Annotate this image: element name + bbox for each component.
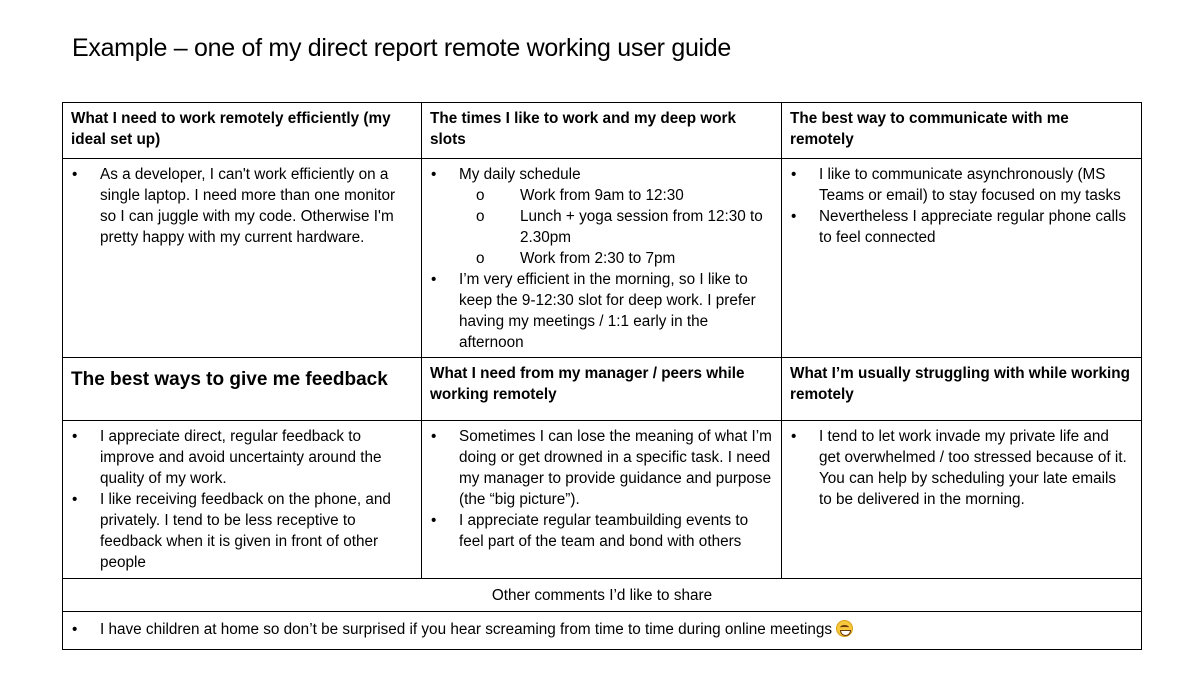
sub-bullet-icon: o (476, 250, 485, 267)
list-item: • I appreciate direct, regular feedback to improve and avoid uncertainty around the quality of my work. (72, 428, 382, 487)
bullet-icon: • (791, 428, 797, 445)
header-needs: What I need from my manager / peers while working remotely (422, 358, 782, 421)
bullet-icon: • (431, 428, 437, 445)
list-item: • Sometimes I can lose the meaning of what I’m doing or get drowned in a specific task. I need my manager to provide guidance and purpose (the “big picture”). (431, 428, 772, 508)
table-row (63, 612, 1142, 650)
list-item: • I’m very efficient in the morning, so I like to keep the 9-12:30 slot for deep work. I prefer having my meetings / 1:1 early in the afternoon (431, 271, 756, 351)
cell-other-comments (63, 612, 1142, 650)
sub-list-item: o Lunch + yoga session from 12:30 to 2.30pm (476, 208, 763, 246)
sub-bullet-icon: o (476, 187, 485, 204)
header-struggles: What I’m usually struggling with while working remotely (782, 358, 1142, 421)
list-item: • I appreciate regular teambuilding events to feel part of the team and bond with others (431, 512, 749, 550)
bullet-icon: • (431, 271, 437, 288)
user-guide-table (62, 102, 1142, 650)
cell-struggles (782, 421, 1142, 579)
table-row (63, 421, 1142, 579)
list-item: • I like to communicate asynchronously (MS Teams or email) to stay focused on my tasks (791, 166, 1121, 204)
list-item: • My daily schedule (431, 166, 581, 183)
table-row (63, 358, 1142, 421)
header-times: The times I like to work and my deep work slots (422, 103, 782, 159)
bullet-icon: • (431, 166, 437, 183)
sub-bullet-icon: o (476, 208, 485, 225)
table-row (63, 103, 1142, 159)
header-setup: What I need to work remotely efficiently (my ideal set up) (63, 103, 422, 159)
list-item: • I like receiving feedback on the phone, and privately. I tend to be less receptive to feedback when it is given in front of other people (72, 491, 391, 571)
bullet-icon: • (431, 512, 437, 529)
cell-setup (63, 159, 422, 358)
cell-needs (422, 421, 782, 579)
bullet-icon: • (72, 621, 78, 638)
sub-list-item: o Work from 2:30 to 7pm (476, 250, 676, 267)
slide-title: Example – one of my direct report remote working user guide (72, 34, 732, 62)
sub-list-item: o Work from 9am to 12:30 (476, 187, 684, 204)
list-item: • Nevertheless I appreciate regular phone calls to feel connected (791, 208, 1126, 246)
header-communicate: The best way to communicate with me remotely (782, 103, 1142, 159)
bullet-icon: • (72, 166, 78, 183)
bullet-icon: • (791, 166, 797, 183)
list-item: • As a developer, I can't work efficiently on a single laptop. I need more than one monitor so I can juggle with my code. Otherwise I'm pretty happy with my current hardware. (72, 166, 396, 246)
header-other-comments: Other comments I’d like to share (63, 579, 1142, 612)
bullet-icon: • (72, 428, 78, 445)
cell-times (422, 159, 782, 358)
grinning-face-icon (836, 620, 853, 637)
cell-feedback (63, 421, 422, 579)
bullet-icon: • (791, 208, 797, 225)
list-item: • I tend to let work invade my private life and get overwhelmed / too stressed because of it. You can help by scheduling your late emails to be delivered in the morning. (791, 428, 1127, 508)
list-item: • I have children at home so don’t be surprised if you hear screaming from time to time during online meetings (71, 619, 1133, 640)
table-row (63, 159, 1142, 358)
table-row (63, 579, 1142, 612)
bullet-icon: • (72, 491, 78, 508)
cell-communicate (782, 159, 1142, 358)
header-feedback: The best ways to give me feedback (63, 358, 422, 421)
